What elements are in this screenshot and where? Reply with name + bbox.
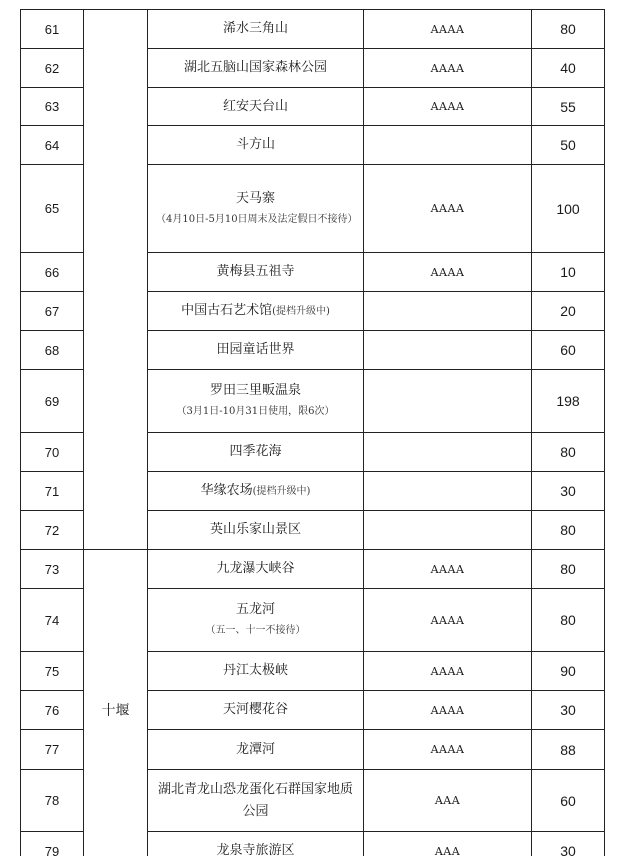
- scenic-level: [364, 511, 532, 550]
- ticket-price: 40: [532, 49, 605, 88]
- ticket-price: 198: [532, 370, 605, 433]
- row-number: 71: [21, 472, 84, 511]
- scenic-name: [148, 550, 364, 589]
- ticket-price: 55: [532, 88, 605, 126]
- scenic-level: AAAA: [364, 691, 532, 730]
- scenic-name-text: 龙泉寺旅游区: [216, 843, 295, 856]
- ticket-price: 60: [532, 770, 605, 832]
- scenic-level: AAA: [364, 770, 532, 832]
- scenic-name: [148, 652, 364, 691]
- scenic-name: [148, 10, 364, 49]
- scenic-name-text: 九龙瀑大峡谷: [216, 561, 295, 576]
- scenic-name: [148, 472, 364, 511]
- scenic-inline-note: (提档升级中): [272, 305, 330, 317]
- table-row: [21, 10, 605, 49]
- row-number: 74: [21, 589, 84, 652]
- row-number: 78: [21, 770, 84, 832]
- scenic-level: AAAA: [364, 49, 532, 88]
- ticket-price: 100: [532, 165, 605, 253]
- ticket-price: 90: [532, 652, 605, 691]
- scenic-level: [364, 370, 532, 433]
- ticket-price: 80: [532, 511, 605, 550]
- row-number: 73: [21, 550, 84, 589]
- row-number: 66: [21, 253, 84, 292]
- scenic-name: [148, 88, 364, 126]
- scenic-name-text: 龙潭河: [235, 741, 275, 757]
- row-number: 76: [21, 691, 84, 730]
- ticket-price: 30: [532, 472, 605, 511]
- ticket-price: 80: [532, 10, 605, 49]
- ticket-price: 30: [532, 691, 605, 730]
- region-cell: 十堰: [84, 550, 148, 856]
- ticket-price: 60: [532, 331, 605, 370]
- scenic-name-text: 英山乐家山景区: [209, 522, 301, 537]
- ticket-price: 80: [532, 550, 605, 589]
- scenic-name: [148, 253, 364, 292]
- row-number: 77: [21, 730, 84, 770]
- row-number: 62: [21, 49, 84, 88]
- scenic-level: AAAA: [364, 88, 532, 126]
- row-number: 75: [21, 652, 84, 691]
- scenic-name-text: 浠水三角山: [222, 21, 288, 36]
- scenic-name-text: 罗田三里畈温泉: [209, 383, 301, 398]
- row-number: 69: [21, 370, 84, 433]
- scenic-level: [364, 433, 532, 472]
- scenic-name: [148, 331, 364, 370]
- ticket-price: 10: [532, 253, 605, 292]
- ticket-price: 88: [532, 730, 605, 770]
- scenic-note: （3月1日-10月31日使用，限6次）: [176, 406, 335, 417]
- row-number: 61: [21, 10, 84, 49]
- scenic-name: [148, 770, 364, 832]
- scenic-level: AAA: [364, 832, 532, 856]
- scenic-name-text: 湖北五脑山国家森林公园: [183, 60, 327, 75]
- scenic-level: AAAA: [364, 165, 532, 253]
- scenic-name: [148, 511, 364, 550]
- scenic-name-text: 黄梅县五祖寺: [216, 264, 295, 279]
- scenic-name: [148, 370, 364, 433]
- scenic-name-text: 斗方山: [235, 137, 275, 152]
- scenic-name: [148, 589, 364, 652]
- scenic-level: [364, 472, 532, 511]
- ticket-price: 80: [532, 589, 605, 652]
- scenic-inline-note: (提档升级中): [252, 485, 311, 497]
- scenic-name-text: 红安天台山: [222, 98, 288, 114]
- scenic-name-text: 天马寨: [235, 190, 275, 206]
- region-cell: [84, 10, 148, 550]
- scenic-level: [364, 331, 532, 370]
- row-number: 72: [21, 511, 84, 550]
- row-number: 79: [21, 832, 84, 856]
- scenic-level: [364, 126, 532, 165]
- scenic-name: [148, 165, 364, 253]
- row-number: 67: [21, 292, 84, 331]
- scenic-name: [148, 292, 364, 331]
- scenic-level: AAAA: [364, 550, 532, 589]
- ticket-price: 50: [532, 126, 605, 165]
- row-number: 68: [21, 331, 84, 370]
- table-row: [21, 550, 605, 589]
- scenic-name: [148, 433, 364, 472]
- scenic-name: [148, 49, 364, 88]
- scenic-note: （4月10日-5月10日周末及法定假日不接待）: [156, 213, 358, 225]
- scenic-level: AAAA: [364, 730, 532, 770]
- scenic-ticket-table: [20, 9, 605, 856]
- scenic-level: AAAA: [364, 589, 532, 652]
- scenic-level: AAAA: [364, 10, 532, 49]
- scenic-level: [364, 292, 532, 331]
- scenic-name-text: 湖北青龙山恐龙蛋化石群国家地质公园: [158, 781, 354, 819]
- row-number: 64: [21, 126, 84, 165]
- scenic-name-text: 华缘农场: [200, 482, 253, 498]
- scenic-name-text: 中国古石艺术馆: [181, 302, 273, 318]
- scenic-name-text: 五龙河: [235, 602, 275, 617]
- scenic-name-text: 丹江太极峡: [222, 663, 288, 678]
- row-number: 63: [21, 88, 84, 126]
- scenic-name: [148, 832, 364, 856]
- row-number: 70: [21, 433, 84, 472]
- scenic-name: [148, 730, 364, 770]
- scenic-name: [148, 691, 364, 730]
- scenic-name-text: 田园童话世界: [216, 342, 295, 357]
- scenic-level: AAAA: [364, 652, 532, 691]
- row-number: 65: [21, 165, 84, 253]
- scenic-name: [148, 126, 364, 165]
- scenic-level: AAAA: [364, 253, 532, 292]
- scenic-note: （五一、十一不接待）: [205, 625, 306, 636]
- ticket-price: 80: [532, 433, 605, 472]
- scenic-name-text: 四季花海: [229, 444, 282, 459]
- ticket-price: 30: [532, 832, 605, 856]
- scenic-name-text: 天河樱花谷: [222, 702, 288, 717]
- ticket-price: 20: [532, 292, 605, 331]
